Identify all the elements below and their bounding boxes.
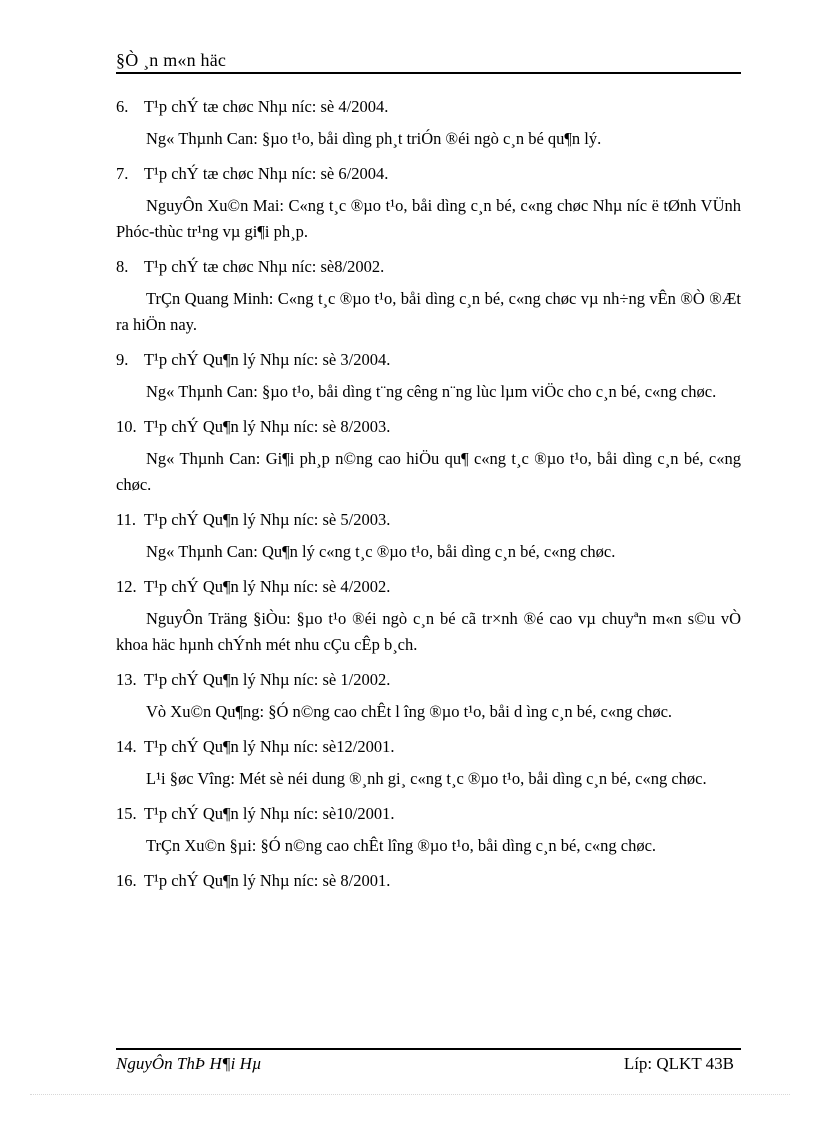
reference-number: 10. [116,417,137,436]
reference-description: Ng« Thµnh Can: §µo t¹o, båi dìng t¨ng cêng n¨ng lùc lµm viÖc cho c¸n bé, c«ng chøc. [146,382,717,401]
reference-source [116,254,741,280]
footer-author: NguyÔn ThÞ H¶i Hµ [116,1054,262,1073]
reference-description: Vò Xu©n Qu¶ng: §Ó n©ng cao chÊt l îng ®µo t¹o, båi d ìng c¸n bé, c«ng chøc. [146,702,673,721]
page-bottom-border [30,1094,790,1095]
reference-source [116,734,741,760]
reference-source [116,161,741,187]
reference-source-text: T¹p chÝ Qu¶n lý Nhµ níc: sè 4/2002. [143,577,391,596]
reference-number: 7. [116,164,129,183]
reference-description: Ng« Thµnh Can: Qu¶n lý c«ng t¸c ®µo t¹o, båi dìng c¸n bé, c«ng chøc. [146,542,616,561]
reference-entry [116,734,741,792]
reference-description: Ng« Thµnh Can: Gi¶i ph¸p n©ng cao hiÖu qu¶ c«ng t¸c ®µo t¹o, båi dìng c¸n bé, c«ng chøc. [116,449,741,494]
reference-entry [116,414,741,498]
reference-number: 13. [116,670,137,689]
reference-entry [116,94,741,152]
reference-number: 15. [116,804,137,823]
reference-description: NguyÔn Xu©n Mai: C«ng t¸c ®µo t¹o, båi dìng c¸n bé, c«ng chøc Nhµ níc ë tØnh VÜnh Phóc-thùc tr¹ng vµ gi¶i ph¸p. [116,196,741,241]
reference-source [116,667,741,693]
reference-source-text: T¹p chÝ Qu¶n lý Nhµ níc: sè 3/2004. [143,350,391,369]
reference-entry [116,868,741,894]
reference-source-text: T¹p chÝ Qu¶n lý Nhµ níc: sè10/2001. [143,804,395,823]
references-list [116,94,741,900]
reference-source [116,507,741,533]
reference-number: 11. [116,510,137,529]
reference-entry [116,161,741,245]
reference-description: TrÇn Xu©n §µi: §Ó n©ng cao chÊt lîng ®µo t¹o, båi dìng c¸n bé, c«ng chøc. [146,836,657,855]
reference-source [116,574,741,600]
reference-source-text: T¹p chÝ Qu¶n lý Nhµ níc: sè 8/2001. [143,871,391,890]
reference-number: 12. [116,577,137,596]
reference-source-text: T¹p chÝ Qu¶n lý Nhµ níc: sè 8/2003. [143,417,391,436]
reference-description: L¹i §øc Vîng: Mét sè néi dung ®¸nh gi¸ c«ng t¸c ®µo t¹o, båi dìng c¸n bé, c«ng chøc. [146,769,707,788]
reference-source [116,94,741,120]
reference-number: 6. [116,97,129,116]
reference-description: Ng« Thµnh Can: §µo t¹o, båi dìng ph¸t triÓn ®éi ngò c¸n bé qu¶n lý. [146,129,602,148]
reference-source-text: T¹p chÝ Qu¶n lý Nhµ níc: sè 5/2003. [143,510,391,529]
footer-divider [116,1048,741,1050]
reference-description: NguyÔn Träng §iÒu: §µo t¹o ®éi ngò c¸n bé cã tr×nh ®é cao vµ chuyªn m«n s©u vÒ khoa häc hµnh chÝnh mét nhu cÇu cÊp b¸ch. [116,609,741,654]
header-divider [116,72,741,74]
reference-number: 9. [116,350,129,369]
footer-class: Líp: QLKT 43B [623,1054,734,1073]
reference-entry [116,347,741,405]
reference-entry [116,574,741,658]
reference-description: TrÇn Quang Minh: C«ng t¸c ®µo t¹o, båi dìng c¸n bé, c«ng chøc vµ nh÷ng vÊn ®Ò ®Æt ra hiÖn nay. [116,289,741,334]
page-header-title: §Ò ¸n m«n häc [116,50,227,70]
reference-source-text: T¹p chÝ tæ chøc Nhµ níc: sè8/2002. [143,257,385,276]
reference-source-text: T¹p chÝ tæ chøc Nhµ níc: sè 4/2004. [143,97,389,116]
reference-source-text: T¹p chÝ Qu¶n lý Nhµ níc: sè12/2001. [143,737,395,756]
reference-number: 14. [116,737,137,756]
reference-entry [116,801,741,859]
reference-number: 8. [116,257,129,276]
reference-source [116,801,741,827]
reference-source-text: T¹p chÝ tæ chøc Nhµ níc: sè 6/2004. [143,164,389,183]
reference-source [116,868,741,894]
reference-source [116,347,741,373]
reference-entry [116,254,741,338]
reference-source [116,414,741,440]
reference-entry [116,507,741,565]
reference-source-text: T¹p chÝ Qu¶n lý Nhµ níc: sè 1/2002. [143,670,391,689]
reference-entry [116,667,741,725]
reference-number: 16. [116,871,137,890]
